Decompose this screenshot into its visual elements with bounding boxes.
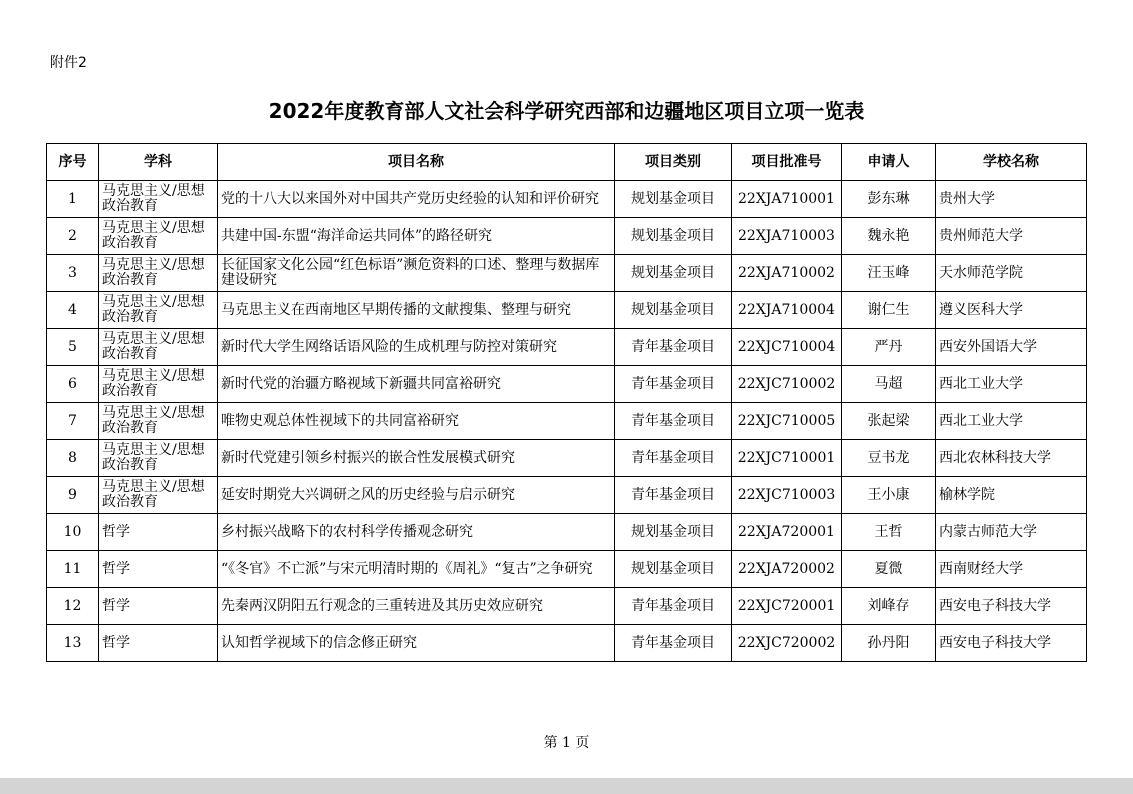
row-applicant: 汪玉峰 (842, 255, 936, 292)
attachment-label: 附件2 (50, 55, 87, 71)
row-applicant: 刘峰存 (842, 588, 936, 625)
row-project-name: 共建中国-东盟“海洋命运共同体”的路径研究 (218, 218, 615, 255)
row-category: 规划基金项目 (615, 551, 732, 588)
table-header-row (47, 144, 1087, 181)
row-category: 规划基金项目 (615, 181, 732, 218)
row-index: 4 (47, 292, 99, 329)
row-subject: 马克思主义/思想政治教育 (99, 477, 218, 514)
row-school: 西安电子科技大学 (936, 588, 1087, 625)
row-index: 2 (47, 218, 99, 255)
row-index: 11 (47, 551, 99, 588)
row-subject: 马克思主义/思想政治教育 (99, 403, 218, 440)
table-row (47, 551, 1087, 588)
row-applicant: 夏微 (842, 551, 936, 588)
header-index: 序号 (47, 144, 99, 181)
row-approval-number: 22XJC710002 (732, 366, 842, 403)
header-project-name: 项目名称 (218, 144, 615, 181)
row-applicant: 王小康 (842, 477, 936, 514)
row-approval-number: 22XJA710002 (732, 255, 842, 292)
row-approval-number: 22XJA710003 (732, 218, 842, 255)
row-applicant: 魏永艳 (842, 218, 936, 255)
table-row (47, 329, 1087, 366)
project-table (46, 143, 1087, 662)
row-project-name: 乡村振兴战略下的农村科学传播观念研究 (218, 514, 615, 551)
row-category: 青年基金项目 (615, 366, 732, 403)
row-school: 贵州师范大学 (936, 218, 1087, 255)
row-project-name: 延安时期党大兴调研之风的历史经验与启示研究 (218, 477, 615, 514)
row-applicant: 严丹 (842, 329, 936, 366)
table-row (47, 514, 1087, 551)
row-project-name: 新时代党的治疆方略视域下新疆共同富裕研究 (218, 366, 615, 403)
row-subject: 马克思主义/思想政治教育 (99, 181, 218, 218)
row-index: 3 (47, 255, 99, 292)
row-index: 8 (47, 440, 99, 477)
row-approval-number: 22XJC710004 (732, 329, 842, 366)
row-subject: 马克思主义/思想政治教育 (99, 329, 218, 366)
row-subject: 哲学 (99, 588, 218, 625)
row-project-name: 新时代大学生网络话语风险的生成机理与防控对策研究 (218, 329, 615, 366)
row-subject: 哲学 (99, 551, 218, 588)
header-category: 项目类别 (615, 144, 732, 181)
row-applicant: 谢仁生 (842, 292, 936, 329)
row-approval-number: 22XJC720001 (732, 588, 842, 625)
row-project-name: 党的十八大以来国外对中国共产党历史经验的认知和评价研究 (218, 181, 615, 218)
row-index: 12 (47, 588, 99, 625)
row-school: 西安外国语大学 (936, 329, 1087, 366)
row-school: 西南财经大学 (936, 551, 1087, 588)
row-category: 规划基金项目 (615, 514, 732, 551)
row-approval-number: 22XJC720002 (732, 625, 842, 662)
row-project-name: 认知哲学视域下的信念修正研究 (218, 625, 615, 662)
row-index: 9 (47, 477, 99, 514)
row-index: 10 (47, 514, 99, 551)
row-applicant: 张起梁 (842, 403, 936, 440)
row-approval-number: 22XJC710005 (732, 403, 842, 440)
table-row (47, 255, 1087, 292)
row-project-name: 唯物史观总体性视域下的共同富裕研究 (218, 403, 615, 440)
row-applicant: 马超 (842, 366, 936, 403)
table-row (47, 181, 1087, 218)
row-subject: 马克思主义/思想政治教育 (99, 218, 218, 255)
row-index: 1 (47, 181, 99, 218)
row-approval-number: 22XJA710004 (732, 292, 842, 329)
row-subject: 马克思主义/思想政治教育 (99, 292, 218, 329)
table-body (47, 181, 1087, 662)
table-row (47, 477, 1087, 514)
row-approval-number: 22XJC710003 (732, 477, 842, 514)
row-school: 天水师范学院 (936, 255, 1087, 292)
row-index: 6 (47, 366, 99, 403)
row-applicant: 豆书龙 (842, 440, 936, 477)
table-row (47, 366, 1087, 403)
row-index: 13 (47, 625, 99, 662)
row-school: 西北工业大学 (936, 366, 1087, 403)
row-subject: 哲学 (99, 625, 218, 662)
row-category: 青年基金项目 (615, 588, 732, 625)
row-school: 贵州大学 (936, 181, 1087, 218)
row-approval-number: 22XJA720001 (732, 514, 842, 551)
header-applicant: 申请人 (842, 144, 936, 181)
row-applicant: 孙丹阳 (842, 625, 936, 662)
table-row (47, 588, 1087, 625)
table-row (47, 403, 1087, 440)
row-school: 西北工业大学 (936, 403, 1087, 440)
row-project-name: “《冬官》不亡派”与宋元明清时期的《周礼》“复古”之争研究 (218, 551, 615, 588)
row-category: 青年基金项目 (615, 477, 732, 514)
row-project-name: 长征国家文化公园“红色标语”濒危资料的口述、整理与数据库建设研究 (218, 255, 615, 292)
page-number: 第 1 页 (543, 735, 590, 751)
row-school: 西安电子科技大学 (936, 625, 1087, 662)
bottom-scroll-bar (0, 778, 1133, 794)
row-category: 青年基金项目 (615, 440, 732, 477)
table-row (47, 292, 1087, 329)
row-subject: 马克思主义/思想政治教育 (99, 366, 218, 403)
header-school: 学校名称 (936, 144, 1087, 181)
row-project-name: 先秦两汉阴阳五行观念的三重转进及其历史效应研究 (218, 588, 615, 625)
table-row (47, 625, 1087, 662)
row-category: 规划基金项目 (615, 292, 732, 329)
row-project-name: 新时代党建引领乡村振兴的嵌合性发展模式研究 (218, 440, 615, 477)
row-category: 规划基金项目 (615, 218, 732, 255)
row-index: 5 (47, 329, 99, 366)
header-subject: 学科 (99, 144, 218, 181)
row-applicant: 王哲 (842, 514, 936, 551)
row-school: 内蒙古师范大学 (936, 514, 1087, 551)
row-school: 榆林学院 (936, 477, 1087, 514)
row-school: 西北农林科技大学 (936, 440, 1087, 477)
row-category: 规划基金项目 (615, 255, 732, 292)
page-title: 2022年度教育部人文社会科学研究西部和边疆地区项目立项一览表 (268, 99, 865, 123)
row-category: 青年基金项目 (615, 403, 732, 440)
row-applicant: 彭东琳 (842, 181, 936, 218)
row-project-name: 马克思主义在西南地区早期传播的文献搜集、整理与研究 (218, 292, 615, 329)
table-row (47, 218, 1087, 255)
row-subject: 马克思主义/思想政治教育 (99, 255, 218, 292)
row-school: 遵义医科大学 (936, 292, 1087, 329)
row-approval-number: 22XJA720002 (732, 551, 842, 588)
header-approval-number: 项目批准号 (732, 144, 842, 181)
row-approval-number: 22XJC710001 (732, 440, 842, 477)
row-approval-number: 22XJA710001 (732, 181, 842, 218)
row-subject: 哲学 (99, 514, 218, 551)
row-subject: 马克思主义/思想政治教育 (99, 440, 218, 477)
row-index: 7 (47, 403, 99, 440)
row-category: 青年基金项目 (615, 625, 732, 662)
row-category: 青年基金项目 (615, 329, 732, 366)
table-row (47, 440, 1087, 477)
